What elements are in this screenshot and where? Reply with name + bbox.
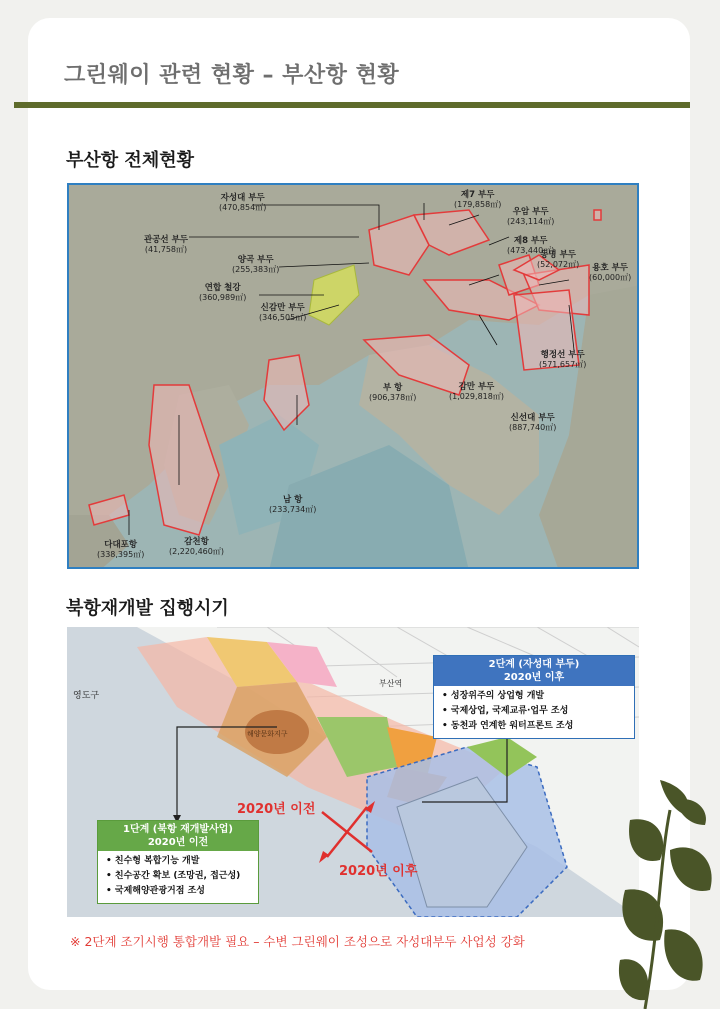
pier-label: 신감만 부두 (346,505㎡) <box>259 303 307 322</box>
pier-label: 부 항 (906,378㎡) <box>369 383 417 402</box>
stage1-subtitle: 2020년 이전 <box>147 837 209 848</box>
park-label: 해양문화지구 <box>247 730 288 738</box>
stage2-box <box>433 655 635 739</box>
title-rule <box>14 102 690 108</box>
pier-label: 제8 부두 (473,440㎡) <box>507 236 555 255</box>
busan-port-map <box>67 183 639 569</box>
page-title: 그린웨이 관련 현황 – 부산항 현황 <box>64 63 400 88</box>
stage1-header <box>98 821 258 851</box>
after-2020-label: 2020년 이후 <box>339 864 418 879</box>
pier-label: 동명 부두 (52,072㎡) <box>537 250 580 269</box>
list-item: • 동천과 연계한 워터프론트 조성 <box>442 721 574 731</box>
pier-label: 자성대 부두 (470,854㎡) <box>219 193 267 212</box>
before-2020-label: 2020년 이전 <box>237 802 316 817</box>
pier-label: 신선대 부두 (887,740㎡) <box>509 413 557 432</box>
stage2-title: 2단계 (자성대 부두) <box>488 659 580 670</box>
district-label: 영도구 <box>73 691 100 701</box>
stage2-header <box>434 656 634 686</box>
list-item: • 국제상업, 국제교류·업무 조성 <box>442 706 569 716</box>
stage2-subtitle: 2020년 이후 <box>503 672 565 683</box>
pier-label: 양곡 부두 (255,383㎡) <box>232 255 280 274</box>
pier-label: 다대포항 (338,395㎡) <box>97 540 145 559</box>
pier-label: 제7 부두 (179,858㎡) <box>454 190 502 209</box>
pier-label: 행정선 부두 (571,657㎡) <box>539 350 587 369</box>
pier-label: 관공선 부두 (41,758㎡) <box>144 235 189 254</box>
station-label: 부산역 <box>379 679 403 688</box>
leaf-decoration-icon <box>600 780 720 1009</box>
list-item: • 성장위주의 상업형 개발 <box>442 691 545 701</box>
pier-label: 감천항 (2,220,460㎡) <box>169 537 224 556</box>
stage1-title: 1단계 (북항 재개발사업) <box>122 824 233 835</box>
pier-label: 용호 부두 (60,000㎡) <box>589 263 632 282</box>
stage1-box <box>97 820 259 904</box>
north-port-map <box>67 627 639 917</box>
list-item: • 국제해양관광거점 조성 <box>106 886 205 896</box>
section1-heading: 부산항 전체현황 <box>66 150 194 171</box>
list-item: • 친수형 복합기능 개발 <box>106 856 200 866</box>
pier-label: 남 항 (233,734㎡) <box>269 495 317 514</box>
section2-heading: 북항재개발 집행시기 <box>66 598 229 619</box>
pier-label: 감만 부두 (1,029,818㎡) <box>449 382 504 401</box>
pier-label: 우암 부두 (243,114㎡) <box>507 207 555 226</box>
list-item: • 친수공간 확보 (조망권, 접근성) <box>106 871 241 881</box>
footnote: ※ 2단계 조기시행 통합개발 필요 – 수변 그린웨이 조성으로 자성대부두 사업성 강화 <box>70 934 525 949</box>
pier-label: 연합 철강 (360,989㎡) <box>199 283 247 302</box>
